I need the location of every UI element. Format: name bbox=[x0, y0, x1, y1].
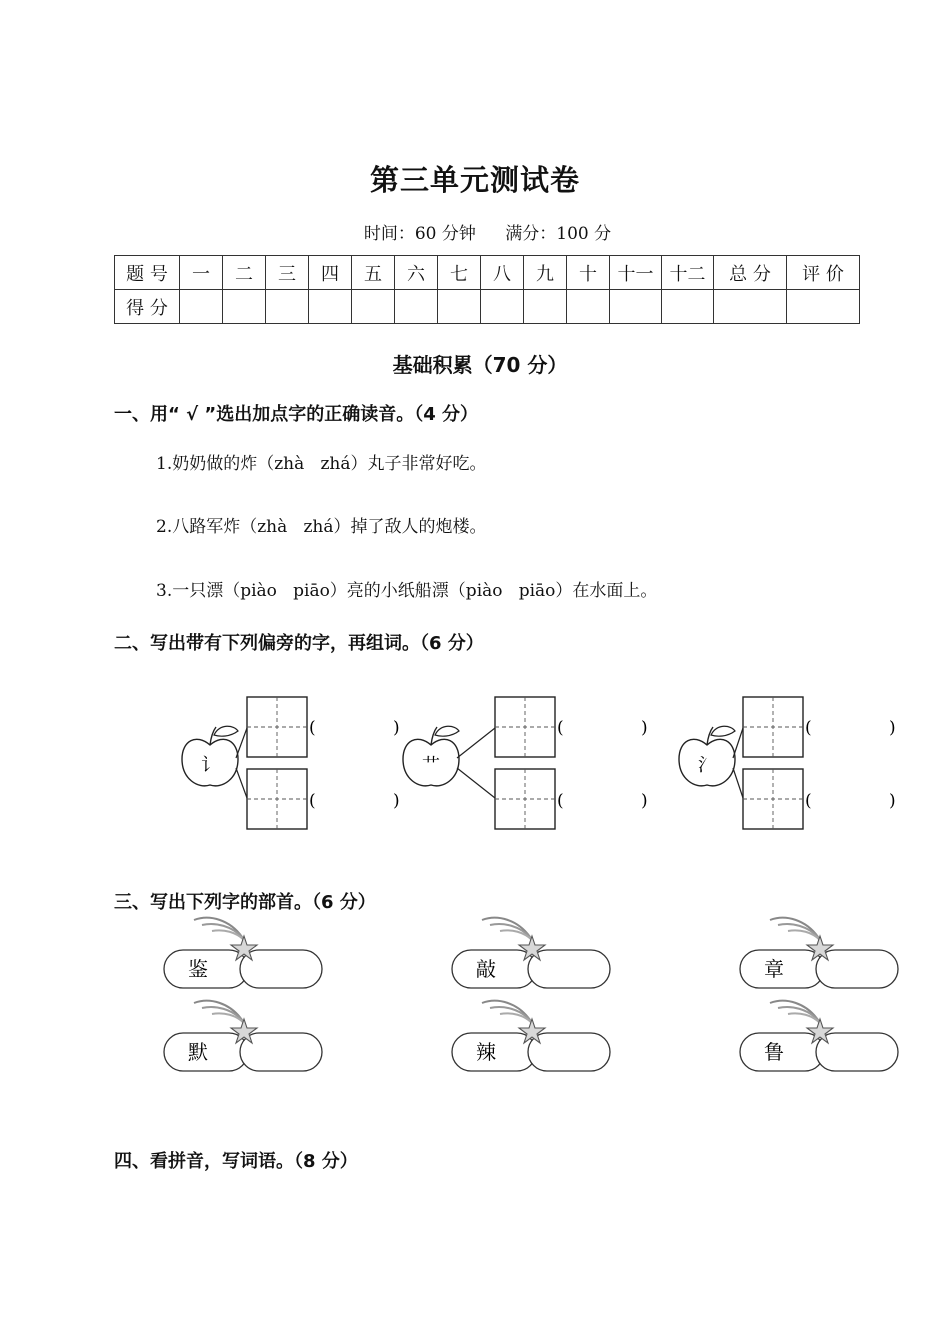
radical-capsule[interactable] bbox=[740, 918, 898, 988]
exam-time: 时间：60 分钟 bbox=[363, 224, 476, 244]
question-1-item: 3.一只漂（piào piāo）亮的小纸船漂（piào piāo）在水面上。 bbox=[156, 581, 658, 601]
paren-close: ) bbox=[889, 791, 896, 811]
table-cell: 得 分 bbox=[115, 290, 180, 324]
table-cell: 十一 bbox=[610, 256, 662, 290]
connector-line bbox=[733, 768, 743, 798]
question-1-heading: 一、用“ √ ”选出加点字的正确读音。（4 分） bbox=[114, 404, 478, 425]
writing-grid[interactable] bbox=[495, 697, 555, 757]
connector-line bbox=[236, 728, 247, 758]
table-cell: 八 bbox=[481, 256, 524, 290]
writing-grid[interactable] bbox=[247, 697, 307, 757]
table-cell: 一 bbox=[180, 256, 223, 290]
radical-char: 艹 bbox=[422, 755, 440, 776]
radical-char: 氵 bbox=[698, 755, 716, 776]
paren-close: ) bbox=[393, 718, 400, 738]
table-cell: 十二 bbox=[662, 256, 714, 290]
paren-open: ( bbox=[309, 718, 316, 738]
table-cell: 六 bbox=[395, 256, 438, 290]
writing-grid[interactable] bbox=[495, 769, 555, 829]
question-3-heading: 三、写出下列字的部首。（6 分） bbox=[114, 892, 376, 913]
radical-capsule[interactable] bbox=[164, 1001, 322, 1071]
paren-open: ( bbox=[557, 791, 564, 811]
connector-line bbox=[457, 768, 495, 798]
writing-grid[interactable] bbox=[743, 697, 803, 757]
paren-open: ( bbox=[805, 718, 812, 738]
table-cell: 三 bbox=[266, 256, 309, 290]
paren-open: ( bbox=[557, 718, 564, 738]
connector-line bbox=[457, 728, 495, 758]
paren-close: ) bbox=[393, 791, 400, 811]
connector-line bbox=[733, 728, 743, 758]
section-title: 基础积累（70 分） bbox=[392, 353, 568, 377]
table-cell: 二 bbox=[223, 256, 266, 290]
capsule-char: 辣 bbox=[476, 1040, 496, 1064]
paren-close: ) bbox=[641, 791, 648, 811]
capsule-char: 鉴 bbox=[188, 957, 208, 981]
capsule-char: 默 bbox=[188, 1040, 208, 1064]
question-1-item: 1.奶奶做的炸（zhà zhá）丸子非常好吃。 bbox=[156, 454, 487, 474]
writing-grid[interactable] bbox=[743, 769, 803, 829]
radical-capsule[interactable] bbox=[740, 1001, 898, 1071]
question-4-heading: 四、看拼音，写词语。（8 分） bbox=[114, 1151, 358, 1172]
table-cell: 十 bbox=[567, 256, 610, 290]
radical-capsule[interactable] bbox=[452, 918, 610, 988]
writing-grid[interactable] bbox=[247, 769, 307, 829]
paren-open: ( bbox=[309, 791, 316, 811]
table-cell: 九 bbox=[524, 256, 567, 290]
capsule-char: 章 bbox=[764, 957, 784, 981]
radical-capsule[interactable] bbox=[164, 918, 322, 988]
paren-close: ) bbox=[641, 718, 648, 738]
capsule-char: 鲁 bbox=[764, 1040, 784, 1064]
radical-group-2 bbox=[403, 697, 648, 829]
radical-capsule[interactable] bbox=[452, 1001, 610, 1071]
page-title: 第三单元测试卷 bbox=[369, 163, 580, 197]
paren-open: ( bbox=[805, 791, 812, 811]
exam-full-score: 满分：100 分 bbox=[505, 224, 612, 244]
table-cell: 题 号 bbox=[115, 256, 180, 290]
question-2-heading: 二、写出带有下列偏旁的字，再组词。（6 分） bbox=[114, 633, 484, 654]
radical-group-3 bbox=[679, 697, 896, 829]
paren-close: ) bbox=[889, 718, 896, 738]
radical-char: 讠 bbox=[201, 755, 219, 776]
question-1-item: 2.八路军炸（zhà zhá）掉了敌人的炮楼。 bbox=[156, 517, 487, 537]
table-cell: 四 bbox=[309, 256, 352, 290]
connector-line bbox=[236, 768, 247, 798]
table-cell: 五 bbox=[352, 256, 395, 290]
table-cell: 七 bbox=[438, 256, 481, 290]
capsule-char: 敲 bbox=[476, 957, 496, 981]
table-cell: 评 价 bbox=[787, 256, 860, 290]
table-cell: 总 分 bbox=[714, 256, 787, 290]
radical-group-1 bbox=[182, 697, 400, 829]
